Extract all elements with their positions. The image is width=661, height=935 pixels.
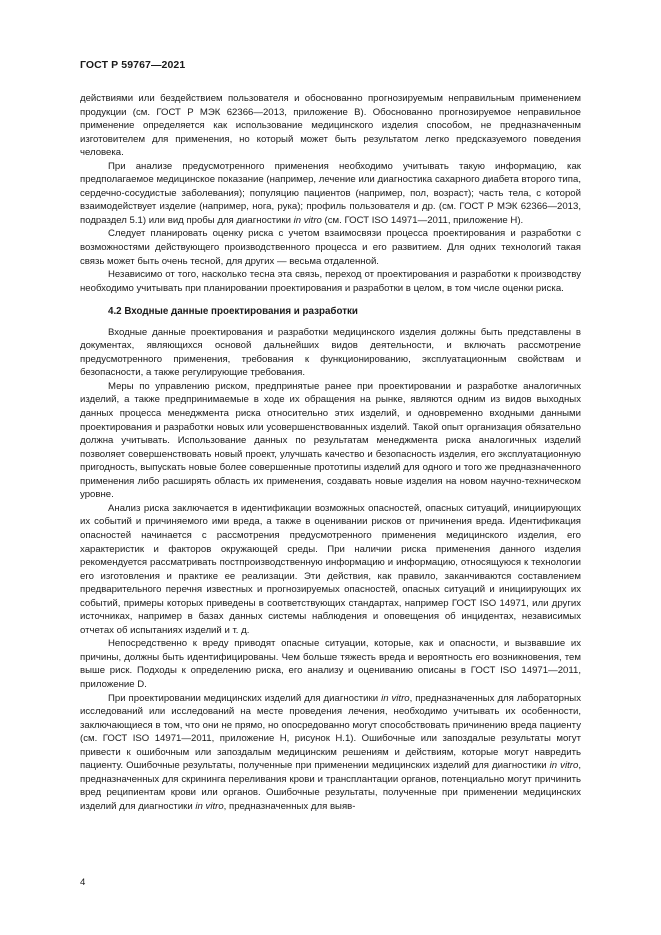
- paragraph-production-transfer: Независимо от того, насколько тесна эта связь, переход от проектирования и разработки к производству необходимо учитывать при планировании проектирования и разработки в целом, в том числе оценки риска.: [80, 269, 581, 294]
- paragraph-in-vitro: При проектировании медицинских изделий для диагностики in vitro, предназначенных для лабораторных исследований или исследований на месте проведения лечения, необходимо учитывать их особенности, заключающиеся в том, что они не прямо, но опосредованно могут способствовать причинению вреда пациенту (см. ГОСТ ISO 14971—2011, приложение Н, рисунок Н.1). Ошибочные или запоздалые результаты могут привести к ошибочным или запоздалым медицинским решениям и действиям, которые могут навредить пациенту. Ошибочные результаты, полученные при применении медицинских изделий для диагностики in vitro, предназначенных для скрининга переливания крови и трансплантации органов, потенциально могут причинить вред реципиентам крови или органов. Ошибочные результаты, полученные при применении медицинских изделий для диагностики in vitro, предназначенных для выяв-: [80, 692, 581, 812]
- paragraph-risk-analysis: Анализ риска заключается в идентификации возможных опасностей, опасных ситуаций, инициирующих их событий и причиняемого ими вреда, а также в оценивании рисков от причинения вреда. Идентификация опасностей начинается с рассмотрения предусмотренного применения медицинского изделия, его характеристик и факторов окружающей среды. При наличии риска применения данного изделия рекомендуется рассматривать постпроизводственную информацию и информацию, относящуюся к технологии его изготовления и практике ее реализации. Эти действия, как правило, заканчиваются составлением предварительного перечня известных и прогнозируемых опасностей, опасных ситуаций и инициирующих их событий, примеры которых приведены в соответствующих стандартах, например ГОСТ ISO 14971, или других источниках, например в базах данных системы наблюдения и оповещения об инцидентах, независимых отчетах об испытаниях изделий и т. д.: [80, 502, 581, 636]
- paragraph-risk-planning: Следует планировать оценку риска с учетом взаимосвязи процесса проектирования и разработки с возможностями действующего производственного процесса и его развитием. Для одних технологий такая связь может быть очень тесной, для других — весьма отдаленной.: [80, 228, 581, 267]
- document-body: [80, 92, 581, 813]
- paragraph-risk-measures: Меры по управлению риском, предпринятые ранее при проектировании и разработке аналогичных изделий, а также предпринимаемые в ходе их обращения на рынке, являются одним из видов выходных данных процесса менеджмента риска относительно этих изделий, и одновременно входными данными проектирования и разработки новых или усовершенствованных изделий. Такой опыт организация обязательно должна учитывать. Использование данных по результатам менеджмента риска аналогичных изделий позволяет совершенствовать новый проект, улучшать качество и безопасность изделия, его эксплуатационную пригодность, выпускать новые более совершенные прототипы изделий для одного и того же предназначенного применения либо расширять область их применения, создавать новые изделия на новом научно-техническом уровне.: [80, 380, 581, 501]
- paragraph-design-inputs: Входные данные проектирования и разработки медицинского изделия должны быть представлены в документах, являющихся основой дальнейших видов деятельности, и включать рассмотрение предусмотренного применения, требования к функционированию, эксплуатационным свойствам и безопасности, а также регулирующие требования.: [80, 326, 581, 379]
- section-heading-4-2: 4.2 Входные данные проектирования и разработки: [108, 306, 358, 318]
- paragraph-intended-use: При анализе предусмотренного применения необходимо учитывать такую информацию, как предполагаемое медицинское показание (например, лечение или диагностика сахарного диабета второго типа, сердечно-сосудистые заболевания); популяцию пациентов (например, пол, возраст); часть тела, с которой взаимодействует изделие (например, нога, рука); профиль пользователя и др. (см. ГОСТ Р МЭК 62366—2013, подраздел 5.1) или вид пробы для диагностики in vitro (см. ГОСТ ISO 14971—2011, приложение Н).: [80, 160, 581, 226]
- page-number: 4: [80, 877, 86, 888]
- document-header: ГОСТ Р 59767—2021: [80, 59, 186, 71]
- paragraph-continuation: действиями или бездействием пользователя и обоснованно прогнозируемым неправильным применением продукции (см. ГОСТ Р МЭК 62366—2013, приложение В). Обоснованно прогнозируемое неправильное применение определяется как использование медицинского изделия способом, не предназначенным изготовителем для применения, но который может быть результатом легко предсказуемого поведения человека.: [80, 93, 581, 159]
- paragraph-hazardous-situations: Непосредственно к вреду приводят опасные ситуации, которые, как и опасности, и вызвавшие их причины, должны быть идентифицированы. Чем больше тяжесть вреда и вероятность его возникновения, тем выше риск. Подходы к определению риска, его анализу и оцениванию описаны в ГОСТ ISO 14971—2011, приложение D.: [80, 638, 581, 690]
